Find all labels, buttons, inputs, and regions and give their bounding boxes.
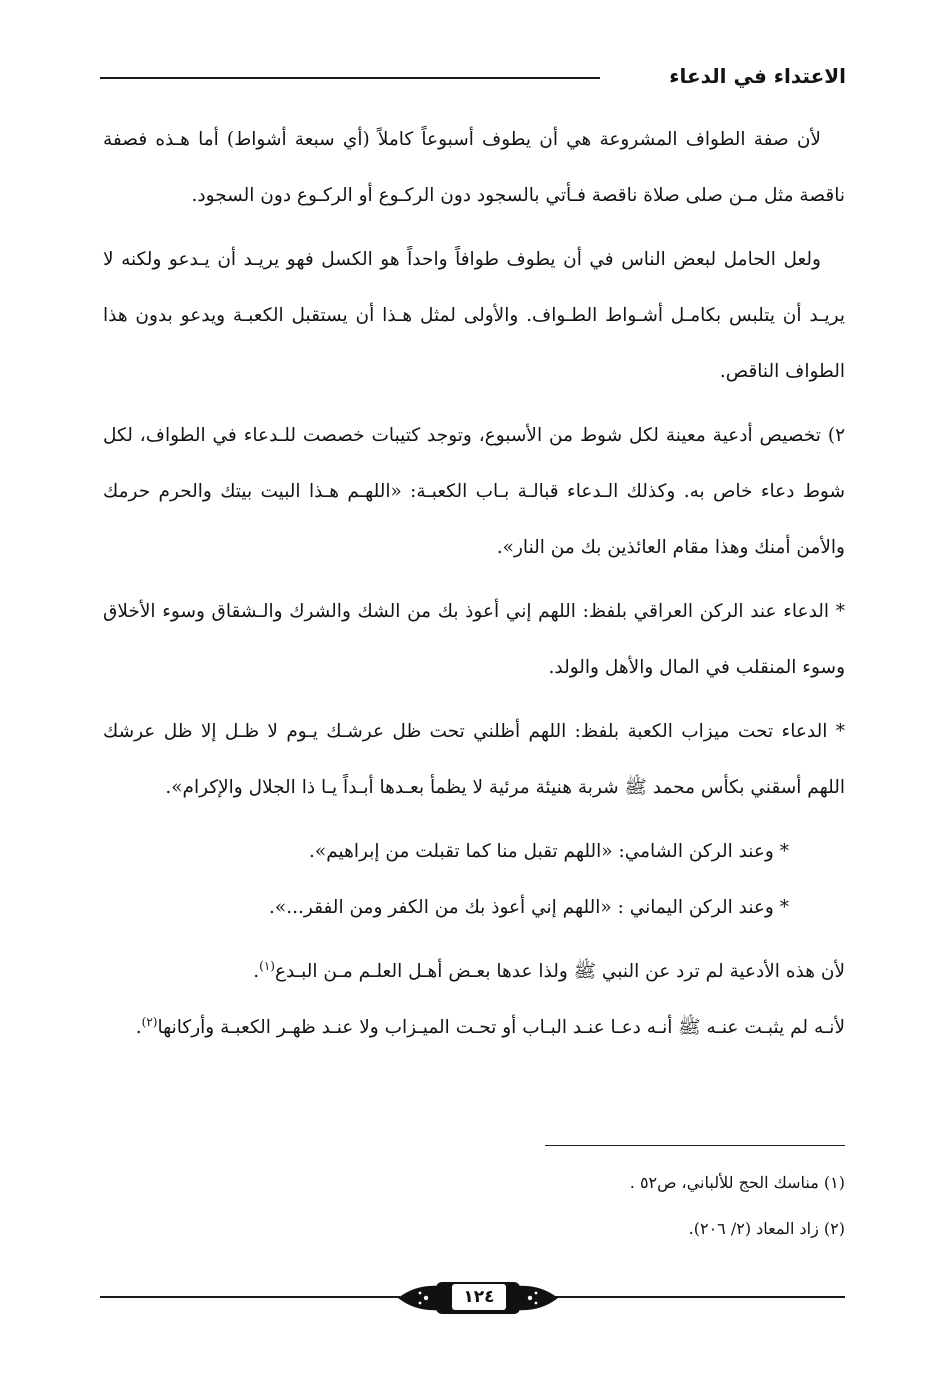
paragraph-iraqi-corner: * الدعاء عند الركن العراقي بلفظ: اللهم إني أعوذ بك من الشك والشرك والـشقاق وسوء الأخلاق وسوء المنقلب في المال والأهل والولد.: [103, 601, 845, 678]
paragraph-2: ولعل الحامل لبعض الناس في أن يطوف طوافاً واحداً هو الكسل فهو يريـد أن يـدعو ولكنه لا يريـد أن يتلبس بكامـل أشـواط الطـواف. والأولى لمثل هـذا أن يستقبل الكعبـة ويدعو بدون هذا الطواف الناقص.: [103, 249, 845, 382]
paragraph-shami-corner: * وعند الركن الشامي: «اللهم تقبل منا كما تقبلت من إبراهيم».: [309, 841, 789, 862]
header-title: الاعتداء في الدعاء: [669, 64, 846, 88]
footer-rule-left: [100, 1296, 400, 1298]
body-text: [103, 112, 845, 1056]
paragraph-mizab: * الدعاء تحت ميزاب الكعبة بلفظ: اللهم أظلني تحت ظل عرشـك يـوم لا ظـل إلا ظل عرشك اللهم أسقني بكأس محمد ﷺ شربة هنيئة مرئية لا يظمأ بعـدها أبـداً يـا ذا الجلال والإكرام».: [103, 721, 845, 798]
paragraph-reason-2-end: .: [135, 1017, 142, 1038]
page-footer: [100, 1278, 845, 1318]
page-number: ١٢٤: [452, 1284, 506, 1310]
footnote-ref-1[interactable]: (١): [259, 958, 275, 973]
footnote-ref-2[interactable]: (٢): [141, 1014, 158, 1029]
paragraph-3: ٢) تخصيص أدعية معينة لكل شوط من الأسبوع، وتوجد كتيبات خصصت للـدعاء في الطواف، لكل شوط دعاء خاص به. وكذلك الـدعاء قبالـة بـاب الكعبـة: «اللهـم هـذا البيت بيتك والحرم حرمك والأمن أمنك وهذا مقام العائذين بك من النار».: [103, 425, 845, 558]
paragraph-reason-2: [103, 1000, 845, 1056]
running-header: [100, 60, 846, 100]
paragraph-reason: [103, 944, 845, 1000]
paragraph-yamani-corner: * وعند الركن اليماني : «اللهم إني أعوذ بك من الكفر ومن الفقر...».: [269, 897, 789, 918]
footer-rule-right: [555, 1296, 845, 1298]
paragraph-reason-2-text: لأنـه لم يثبـت عنـه ﷺ أنـه دعـا عنـد البـاب أو تحـت الميـزاب ولا عنـد ظهـر الكعبـة وأركانها: [157, 1017, 845, 1038]
footnotes: [245, 1160, 845, 1252]
footnote-1: (١) مناسك الحج للألباني، ص٥٢ .: [629, 1173, 845, 1192]
paragraph-reason-end: .: [253, 961, 260, 982]
footnote-rule: [545, 1145, 845, 1146]
footnote-2: (٢) زاد المعاد (٢/ ٢٠٦).: [688, 1219, 845, 1238]
paragraph-reason-text: لأن هذه الأدعية لم ترد عن النبي ﷺ ولذا عدها بعـض أهـل العلـم مـن البـدع: [274, 961, 845, 982]
paragraph-1: لأن صفة الطواف المشروعة هي أن يطوف أسبوعاً كاملاً (أي سبعة أشواط) أما هـذه فصفة ناقصة مثل مـن صلى صلاة ناقصة فـأتي بالسجود دون الركـوع أو الركـوع دون السجود.: [103, 129, 845, 206]
header-rule: [100, 77, 600, 79]
